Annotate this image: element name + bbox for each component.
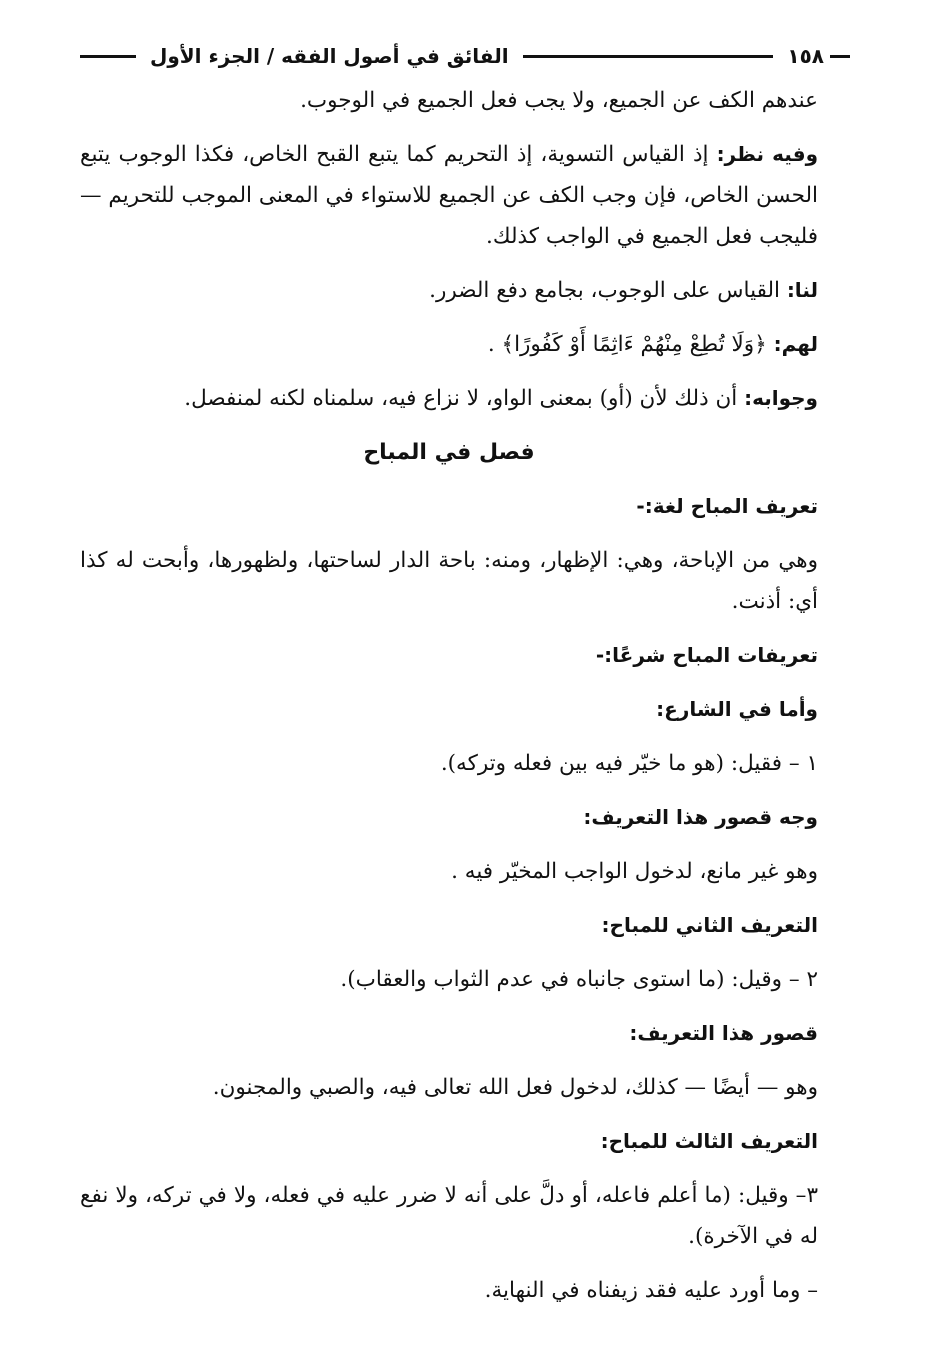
section-title: فصل في المباح	[363, 440, 535, 465]
page-number: ١٥٨	[787, 44, 824, 68]
header-rule-left	[80, 55, 136, 58]
heading-legal-definitions: تعريفات المباح شرعًا:-	[595, 643, 818, 667]
our-argument-text: القياس على الوجوب، بجامع دفع الضرر.	[429, 278, 787, 303]
definition-three: ٣– وقيل: (ما أعلم فاعله، أو دلَّ على أنه لا ضرر عليه في فعله، ولا في تركه، ولا نفع له في الآخرة).	[80, 1183, 818, 1249]
definition-two: ٢ – وقيل: (ما استوى جانباه في عدم الثواب والعقاب).	[340, 967, 818, 992]
response-text: أن ذلك لأن (أو) بمعنى الواو، لا نزاع فيه، سلمناه لكنه لمنفصل.	[184, 386, 745, 411]
heading-definition-two-flaw: قصور هذا التعريف:	[629, 1021, 818, 1045]
paragraph-our-argument	[80, 270, 818, 311]
paragraph-continuation: عندهم الكف عن الجميع، ولا يجب فعل الجميع في الوجوب.	[300, 88, 818, 113]
heading-definition-one-flaw: وجه قصور هذا التعريف:	[583, 805, 818, 829]
objection-text: إذ القياس التسوية، إذ التحريم كما يتبع القبح الخاص، فكذا الوجوب يتبع الحسن الخاص، فإن وجب الكف عن الجميع للاستواء في المعنى الموجب للتحريم — فليجب فعل الجميع في الواجب كذلك.	[80, 142, 818, 249]
definition-one-flaw: وهو غير مانع، لدخول الواجب المخيّر فيه .	[451, 859, 818, 884]
definition-one: ١ – فقيل: (هو ما خيّر فيه بين فعله وتركه).	[440, 751, 818, 776]
heading-linguistic-definition: تعريف المباح لغة:-	[636, 494, 818, 518]
heading-definition-three: التعريف الثالث للمباح:	[600, 1129, 818, 1153]
closing-note: – وما أورد عليه فقد زيفناه في النهاية.	[484, 1278, 818, 1303]
their-argument-lead: لهم:	[773, 332, 818, 356]
book-title: الفائق في أصول الفقه / الجزء الأول	[150, 44, 509, 68]
header-rule-right	[830, 55, 850, 58]
paragraph-their-argument	[80, 324, 818, 365]
running-header	[80, 36, 850, 76]
paragraph-linguistic-definition: وهي من الإباحة، وهي: الإظهار، ومنه: باحة الدار لساحتها، ولظهورها، وأبحت له كذا أي: أذنت.	[80, 548, 818, 614]
objection-lead: وفيه نظر:	[716, 142, 818, 166]
header-rule-middle	[523, 55, 774, 58]
heading-definition-two: التعريف الثاني للمباح:	[601, 913, 818, 937]
quran-verse: ﴿وَلَا تُطِعْ مِنْهُمْ ءَاثِمًا أَوْ كَفُورًا﴾ .	[487, 332, 774, 357]
heading-in-legislator: وأما في الشارع:	[656, 697, 818, 721]
definition-two-flaw: وهو — أيضًا — كذلك، لدخول فعل الله تعالى فيه، والصبي والمجنون.	[212, 1075, 818, 1100]
paragraph-objection	[80, 134, 818, 257]
response-lead: وجوابه:	[744, 386, 818, 410]
page-body	[80, 80, 818, 1324]
paragraph-response	[80, 378, 818, 419]
our-argument-lead: لنا:	[786, 278, 818, 302]
